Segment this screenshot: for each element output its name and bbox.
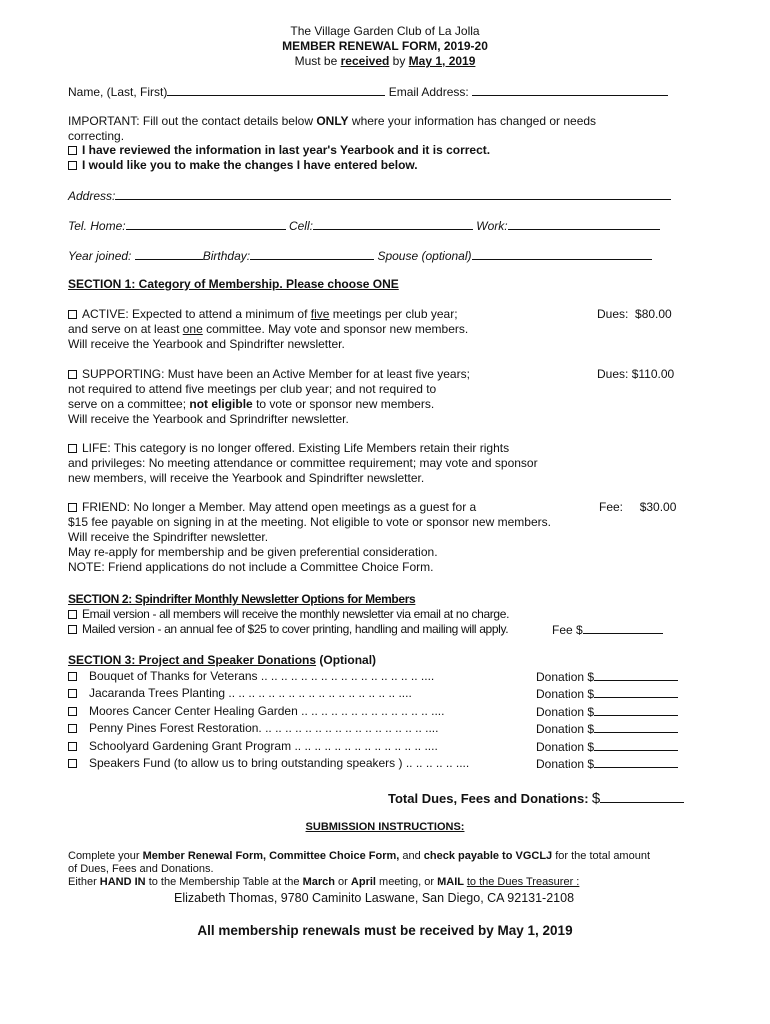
cell-label: Cell: — [288, 219, 313, 233]
donation-amount-label: Donation $ — [536, 670, 595, 684]
section2-title: SECTION 2: Spindrifter Monthly Newsletter Options for Members — [68, 592, 416, 606]
supporting-line3: serve on a committee; not eligible to vote or sponsor new members. — [68, 397, 435, 411]
newsletter-fee-field[interactable] — [583, 622, 663, 634]
donation-amount — [536, 756, 678, 772]
donation-leader-dots: .. .. .. .. .. .... — [402, 756, 470, 770]
spouse-field[interactable] — [472, 248, 652, 260]
address-field[interactable] — [115, 188, 671, 200]
donation-leader-dots: .. .. .. .. .. .. .. .. .. .. .. .. .. .... — [297, 703, 445, 718]
supporting-dues: Dues: $110.00 — [597, 367, 675, 381]
donation-label: Penny Pines Forest Restoration. — [89, 721, 262, 736]
address-row — [68, 188, 671, 204]
life-option[interactable]: LIFE: This category is no longer offered. Existing Life Members retain their rights — [68, 441, 509, 456]
checkbox-life[interactable] — [68, 444, 77, 453]
donation-amount — [536, 686, 678, 702]
treasurer-address: Elizabeth Thomas, 9780 Caminito Laswane, San Diego, CA 92131-2108 — [174, 891, 575, 905]
donation-amount — [536, 669, 678, 685]
active-line3: Will receive the Yearbook and Spindrifter newsletter. — [68, 337, 345, 351]
org-name: The Village Garden Club of La Jolla — [290, 24, 480, 38]
birthday-label: Birthday: — [202, 249, 251, 263]
friend-fee: Fee: $30.00 — [599, 500, 677, 514]
donation-amount-label: Donation $ — [536, 722, 595, 737]
donation-leader-dots: .. .. .. .. .. .. .. .. .. .. .. .. .. .. .. .. .... — [257, 669, 435, 683]
life-line3: new members, will receive the Yearbook and Spindrifter newsletter. — [68, 471, 425, 485]
deadline-line: Must be received by May 1, 2019 — [294, 54, 476, 68]
address-label: Address: — [68, 189, 116, 203]
total-label: Total Dues, Fees and Donations: — [388, 791, 589, 806]
supporting-option[interactable]: SUPPORTING: Must have been an Active Member for at least five years; — [68, 367, 470, 382]
donation-label: Jacaranda Trees Planting — [89, 686, 226, 701]
cell-field[interactable] — [313, 218, 473, 230]
important-note: IMPORTANT: Fill out the contact details below ONLY where your information has changed or needs — [68, 114, 597, 128]
name-label: Name, (Last, First) — [68, 85, 168, 99]
email-field[interactable] — [472, 84, 668, 96]
donation-amount-label: Donation $ — [536, 739, 595, 754]
donation-amount — [536, 704, 678, 720]
newsletter-fee: Fee $ — [552, 622, 663, 638]
donation-label: Schoolyard Gardening Grant Program — [89, 738, 292, 753]
donation-row[interactable] — [68, 756, 469, 771]
personal-row — [68, 248, 652, 264]
friend-line4: May re-apply for membership and be given preferential consideration. — [68, 545, 438, 559]
donation-checkbox[interactable] — [68, 742, 77, 751]
donation-amount-label: Donation $ — [536, 704, 595, 719]
tel-home-label: Tel. Home: — [68, 219, 126, 233]
total-field[interactable] — [600, 791, 684, 803]
friend-line3: Will receive the Spindrifter newsletter. — [68, 530, 269, 544]
active-option[interactable]: ACTIVE: Expected to attend a minimum of five meetings per club year; — [68, 307, 458, 322]
supporting-line4: Will receive the Yearbook and Sprindrifter newsletter. — [68, 412, 349, 426]
submission-heading: SUBMISSION INSTRUCTIONS: — [305, 821, 465, 833]
friend-line5: NOTE: Friend applications do not include a Committee Choice Form. — [68, 560, 434, 574]
donation-amount-label: Donation $ — [536, 757, 595, 771]
spouse-label: Spouse (optional) — [377, 249, 472, 263]
birthday-field[interactable] — [250, 248, 374, 260]
checkbox-changes[interactable] — [68, 161, 77, 170]
supporting-line2: not required to attend five meetings per club year; and not required to — [68, 382, 437, 396]
donation-amount-label: Donation $ — [536, 687, 595, 702]
friend-line2: $15 fee payable on signing in at the meeting. Not eligible to vote or sponsor new members. — [68, 515, 551, 529]
life-line2: and privileges: No meeting attendance or committee requirement; may vote and sponsor — [68, 456, 538, 470]
total-row — [388, 791, 684, 807]
name-email-row — [68, 84, 668, 100]
checkbox-friend[interactable] — [68, 503, 77, 512]
submission-line1: Complete your Member Renewal Form, Committee Choice Form, and check payable to VGCLJ for the total amount — [68, 850, 651, 862]
year-joined-label: Year joined: — [68, 249, 132, 263]
donation-row[interactable] — [68, 721, 438, 736]
section3-title: SECTION 3: Project and Speaker Donations (Optional) — [68, 653, 377, 667]
donation-leader-dots: .. .. .. .. .. .. .. .. .. .. .. .. .. .... — [291, 738, 438, 753]
year-joined-field[interactable] — [135, 248, 203, 260]
donation-amount-field[interactable] — [594, 721, 678, 733]
tel-home-field[interactable] — [126, 218, 286, 230]
checkbox-mailed-version[interactable] — [68, 625, 77, 634]
donation-label: Speakers Fund (to allow us to bring outstanding speakers ) — [89, 756, 403, 770]
work-field[interactable] — [508, 218, 660, 230]
donation-checkbox[interactable] — [68, 689, 77, 698]
submission-line3: Either HAND IN to the Membership Table at the March or April meeting, or MAIL to the Dues Treasurer : — [68, 876, 580, 888]
active-line2: and serve on at least one committee. May vote and sponsor new members. — [68, 322, 469, 336]
total-dollar: $ — [591, 790, 601, 807]
donation-label: Bouquet of Thanks for Veterans — [89, 669, 258, 683]
donation-amount-field[interactable] — [594, 756, 678, 768]
donation-amount — [536, 721, 678, 737]
donation-row[interactable] — [68, 739, 438, 754]
option-changes[interactable]: I would like you to make the changes I have entered below. — [68, 158, 418, 173]
donation-checkbox[interactable] — [68, 759, 77, 768]
donation-amount-field[interactable] — [594, 686, 678, 698]
donation-checkbox[interactable] — [68, 724, 77, 733]
friend-option[interactable]: FRIEND: No longer a Member. May attend open meetings as a guest for a — [68, 500, 476, 515]
checkbox-active[interactable] — [68, 310, 77, 319]
mailed-newsletter-option[interactable]: Mailed version - an annual fee of $25 to cover printing, handling and mailing will apply. — [68, 622, 508, 637]
important-note-cont: correcting. — [68, 129, 125, 143]
donation-amount-field[interactable] — [594, 669, 678, 681]
donation-leader-dots: .. .. .. .. .. .. .. .. .. .. .. .. .. .. .. .. .. .... — [225, 686, 412, 701]
donation-amount-field[interactable] — [594, 739, 678, 751]
donation-amount — [536, 739, 678, 755]
final-notice: All membership renewals must be received by May 1, 2019 — [197, 923, 573, 938]
form-title: MEMBER RENEWAL FORM, 2019-20 — [282, 39, 488, 53]
active-dues: Dues: $80.00 — [597, 307, 672, 321]
checkbox-supporting[interactable] — [68, 370, 77, 379]
email-newsletter-option[interactable]: Email version - all members will receive the monthly newsletter via email at no charge. — [68, 607, 509, 622]
donation-row[interactable] — [68, 686, 412, 701]
checkbox-reviewed[interactable] — [68, 146, 77, 155]
donation-row[interactable] — [68, 704, 444, 719]
donation-row[interactable] — [68, 669, 434, 684]
option-reviewed[interactable]: I have reviewed the information in last year's Yearbook and it is correct. — [68, 143, 490, 158]
submission-line2: of Dues, Fees and Donations. — [68, 863, 214, 875]
section1-title: SECTION 1: Category of Membership. Please choose ONE — [68, 277, 399, 291]
phone-row — [68, 218, 660, 234]
donation-amount-field[interactable] — [594, 704, 678, 716]
name-field[interactable] — [167, 84, 385, 96]
work-label: Work: — [476, 219, 508, 233]
checkbox-email-version[interactable] — [68, 610, 77, 619]
donation-checkbox[interactable] — [68, 672, 77, 681]
email-label: Email Address: — [388, 85, 469, 99]
donation-checkbox[interactable] — [68, 707, 77, 716]
donation-leader-dots: .. .. .. .. .. .. .. .. .. .. .. .. .. .. .. .. .... — [261, 721, 439, 736]
donation-label: Moores Cancer Center Healing Garden — [89, 703, 298, 718]
